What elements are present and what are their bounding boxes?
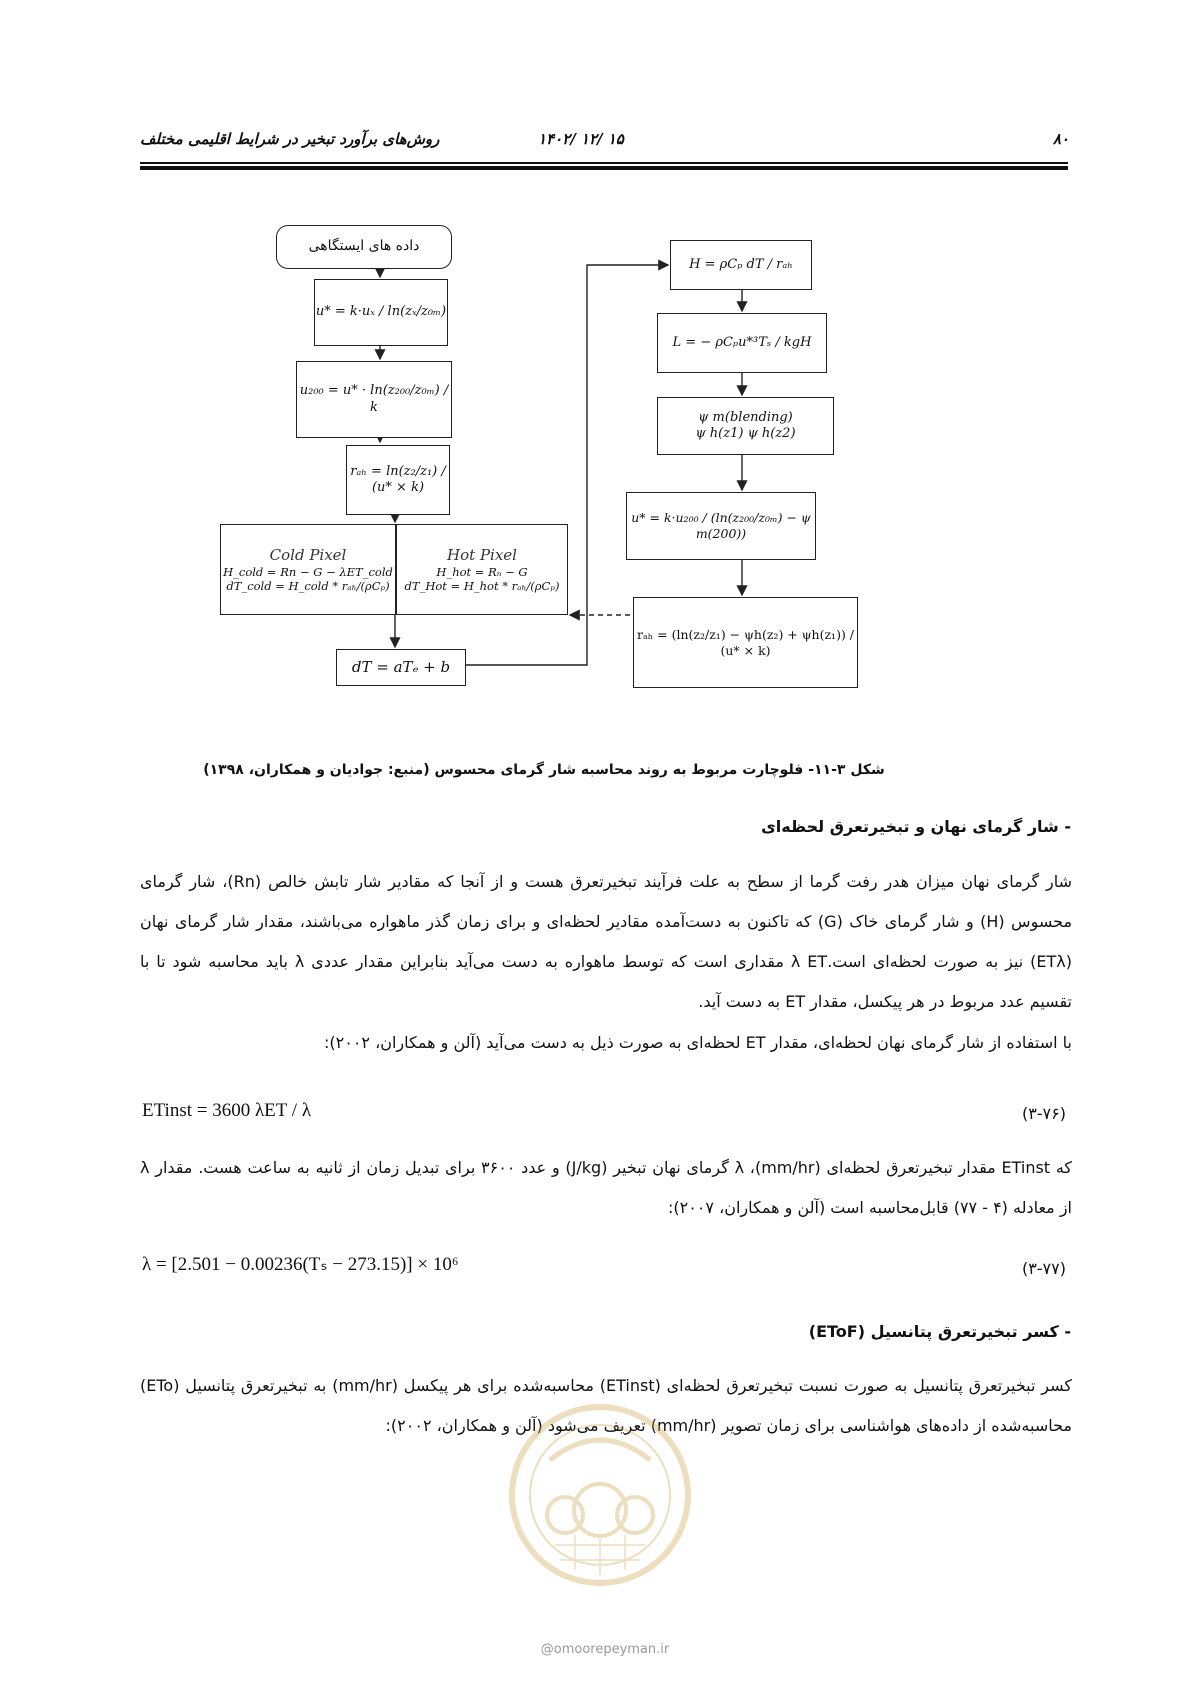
equation-77-number: (۳-۷۷) bbox=[1021, 1259, 1066, 1278]
header-rule-thick bbox=[140, 166, 1068, 170]
cold-eq1: H_cold = Rn − G − λET_cold bbox=[223, 564, 393, 579]
cold-pixel-title: Cold Pixel bbox=[269, 545, 347, 564]
psi-blending: ψ m(blending) bbox=[698, 409, 793, 425]
equation-76-number: (۳-۷۶) bbox=[1021, 1104, 1066, 1123]
watermark-logo bbox=[505, 1400, 695, 1590]
paragraph-lambda: که ETinst مقدار تبخیرتعرق لحظه‌ای (mm/hr)، λ گرمای نهان تبخیر (J/kg) و عدد ۳۶۰۰ برای تبدیل زمان از ثانیه به ساعت هست. مقدار λ از معادله (۴ - ۷۷) قابل‌محاسبه است (آلن و همکاران، ۲۰۰۷): bbox=[140, 1158, 1073, 1217]
cold-eq2: dT_cold = H_cold * rₐₕ/(ρCₚ) bbox=[226, 578, 390, 593]
paragraph-etof: کسر تبخیرتعرق پتانسیل به صورت نسبت تبخیرتعرق لحظه‌ای (ETinst) محاسبه‌شده برای هر پیکسل (mm/hr) به تبخیرتعرق پتانسیل (ETo) محاسبه‌شده از داده‌های هواشناسی برای زمان تصویر (mm/hr) تعریف می‌شود (آلن و همکاران، ۲۰۰۲): bbox=[140, 1376, 1072, 1435]
ustar-corrected-box: u* = k·u₂₀₀ / (ln(z₂₀₀/z₀ₘ) − ψ m(200)) bbox=[626, 492, 816, 560]
hot-eq1: H_hot = Rₙ − G bbox=[436, 564, 528, 579]
rah-corrected-box: rₐₕ = (ln(z₂/z₁) − ψh(z₂) + ψh(z₁)) / (u* × k) bbox=[633, 597, 858, 688]
monin-obukhov-box: L = − ρCₚu*³Tₛ / kgH bbox=[657, 313, 827, 373]
flowchart bbox=[223, 238, 930, 745]
hot-eq2: dT_Hot = H_hot * rₐₕ/(ρCₚ) bbox=[404, 578, 560, 593]
sensible-heat-box: H = ρCₚ dT / rₐₕ bbox=[670, 240, 812, 290]
header-rule bbox=[140, 162, 1068, 164]
u200-box: u₂₀₀ = u* · ln(z₂₀₀/z₀ₘ) / k bbox=[296, 361, 452, 438]
paragraph-latent-heat: شار گرمای نهان میزان هدر رفت گرما از سطح به علت فرآیند تبخیرتعرق هست و از آنجا که مقادیر شار تابش خالص (Rn)، شار گرمای محسوس (H) و شار گرمای خاک (G) که تاکنون به دست‌آمده مقادیر لحظه‌ای و برای زمان گذر ماهواره می‌باشند، مقدار شار گرمای نهان (ETλ) نیز به صورت لحظه‌ای است.λ ET مقداری است که توسط ماهواره به دست می‌آید بنابراین مقدار عددی λ باید محاسبه شود تا با تقسیم عدد مربوط در هر پیکسل، مقدار ET به دست آید. bbox=[140, 872, 1073, 1011]
cold-pixel-box bbox=[220, 524, 396, 615]
section-heading-etof: - کسر تبخیرتعرق پتانسیل (EToF) bbox=[808, 1322, 1071, 1341]
watermark-url: @omoorepeyman.ir bbox=[540, 1642, 670, 1657]
figure-caption: شکل ۳-۱۱- فلوچارت مربوط به روند محاسبه شار گرمای محسوس (منبع: جوادیان و همکاران، ۱۳۹۸) bbox=[203, 762, 885, 778]
dt-box: dT = aTₑ + b bbox=[336, 649, 466, 686]
header-date: ۱۴۰۲/ ۱۲/ ۱۵ bbox=[538, 130, 624, 148]
rah-box: rₐₕ = ln(z₂/z₁) / (u* × k) bbox=[346, 445, 450, 515]
hot-pixel-box bbox=[396, 524, 568, 615]
page-number: ۸۰ bbox=[1052, 130, 1069, 148]
equation-77: λ = [2.501 − 0.00236(Tₛ − 273.15)] × 10⁶ bbox=[142, 1254, 459, 1275]
psi-h: ψ h(z1) ψ h(z2) bbox=[695, 426, 796, 441]
hot-pixel-title: Hot Pixel bbox=[447, 545, 517, 564]
ustar-box: u* = k·uₓ / ln(zₓ/z₀ₘ) bbox=[314, 279, 448, 346]
paragraph-et-instant: با استفاده از شار گرمای نهان لحظه‌ای، مقدار ET لحظه‌ای به صورت ذیل به دست می‌آید (آلن و همکاران، ۲۰۰۲): bbox=[323, 1033, 1072, 1052]
equation-76: ETinst = 3600 λET / λ bbox=[142, 1100, 312, 1121]
stability-correction-box bbox=[657, 397, 834, 455]
section-heading-latent-heat: - شار گرمای نهان و تبخیرتعرق لحظه‌ای bbox=[761, 817, 1071, 836]
book-title: روش‌های برآورد تبخیر در شرایط اقلیمی مختلف bbox=[140, 130, 440, 148]
station-data-box: داده های ایستگاهی bbox=[276, 225, 452, 269]
